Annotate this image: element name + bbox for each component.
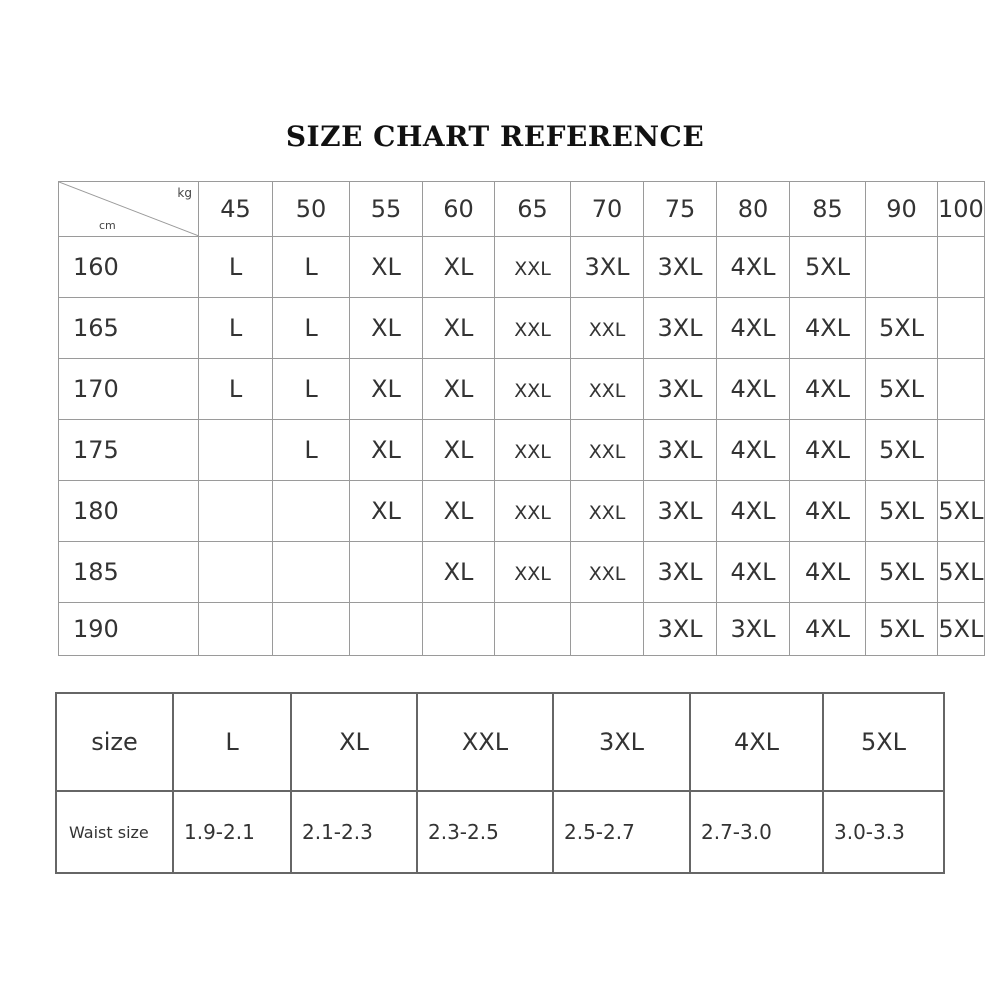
weight-header-cell: 75	[644, 182, 717, 237]
height-label: 175	[59, 420, 199, 481]
size-cell: XXL	[417, 693, 553, 791]
size-cell: 3XL	[644, 359, 717, 420]
size-cell: XL	[350, 359, 423, 420]
size-cell: 3XL	[644, 420, 717, 481]
size-cell: 4XL	[790, 420, 866, 481]
size-cell: 5XL	[938, 542, 985, 603]
size-cell: L	[199, 237, 273, 298]
waist-cell: 1.9-2.1	[173, 791, 291, 873]
size-cell: 5XL	[866, 481, 938, 542]
size-cell: XL	[423, 298, 495, 359]
size-cell	[199, 420, 273, 481]
height-label: 160	[59, 237, 199, 298]
size-cell	[495, 542, 571, 603]
size-value: XXL	[514, 502, 551, 524]
cm-label: cm	[99, 219, 116, 232]
weight-header-cell: 70	[571, 182, 644, 237]
size-cell	[495, 420, 571, 481]
height-label: 170	[59, 359, 199, 420]
waist-cell: 2.1-2.3	[291, 791, 417, 873]
size-cell: 3XL	[644, 542, 717, 603]
size-cell: 3XL	[553, 693, 690, 791]
height-row	[59, 237, 985, 298]
waist-cell: 2.7-3.0	[690, 791, 823, 873]
size-cell	[571, 420, 644, 481]
page-title: SIZE CHART REFERENCE	[285, 120, 705, 153]
size-cell: 5XL	[823, 693, 944, 791]
size-value: XXL	[514, 441, 551, 463]
weight-header-cell: 90	[866, 182, 938, 237]
size-cell: 4XL	[790, 542, 866, 603]
size-cell: XL	[350, 298, 423, 359]
size-cell	[495, 237, 571, 298]
size-cell: 5XL	[866, 359, 938, 420]
size-cell: 3XL	[644, 298, 717, 359]
size-cell: XL	[350, 481, 423, 542]
size-cell	[495, 603, 571, 656]
weight-header-cell: 45	[199, 182, 273, 237]
size-cell: 3XL	[644, 481, 717, 542]
waist-cell: 3.0-3.3	[823, 791, 944, 873]
size-value: XXL	[588, 319, 626, 341]
height-row	[59, 542, 985, 603]
size-cell: XL	[350, 237, 423, 298]
size-cell: 5XL	[866, 420, 938, 481]
size-value: XXL	[588, 502, 626, 524]
waist-size-label: Waist size	[56, 791, 173, 873]
size-cell	[495, 481, 571, 542]
size-cell	[571, 542, 644, 603]
size-cell: 5XL	[938, 603, 985, 656]
size-cell: 4XL	[790, 359, 866, 420]
size-cell: XL	[423, 542, 495, 603]
size-cell: L	[273, 298, 350, 359]
height-row	[59, 298, 985, 359]
size-cell: 4XL	[717, 481, 790, 542]
size-cell	[938, 237, 985, 298]
size-cell: 5XL	[866, 298, 938, 359]
height-label: 165	[59, 298, 199, 359]
size-value: XXL	[514, 319, 551, 341]
size-value: XXL	[588, 441, 626, 463]
weight-header-cell: 65	[495, 182, 571, 237]
size-cell: 5XL	[790, 237, 866, 298]
size-value: XXL	[588, 380, 626, 402]
size-cell: 4XL	[717, 237, 790, 298]
waist-cell: 2.3-2.5	[417, 791, 553, 873]
size-cell	[938, 359, 985, 420]
size-cell	[350, 603, 423, 656]
size-cell: XL	[350, 420, 423, 481]
size-cell: 5XL	[938, 481, 985, 542]
corner-cell	[59, 182, 199, 237]
size-cell	[273, 481, 350, 542]
size-cell: 4XL	[790, 603, 866, 656]
waist-value-row	[56, 791, 944, 873]
size-cell: 4XL	[717, 359, 790, 420]
size-cell: 4XL	[690, 693, 823, 791]
size-cell: 4XL	[717, 420, 790, 481]
waist-size-row	[56, 693, 944, 791]
size-cell: 3XL	[644, 237, 717, 298]
waist-cell: 2.5-2.7	[553, 791, 690, 873]
size-cell: L	[273, 359, 350, 420]
size-cell: 5XL	[866, 603, 938, 656]
size-cell: 4XL	[717, 298, 790, 359]
size-cell: 4XL	[717, 542, 790, 603]
height-row	[59, 481, 985, 542]
weight-header-cell: 80	[717, 182, 790, 237]
size-cell: XL	[423, 359, 495, 420]
size-cell	[571, 298, 644, 359]
size-chart-table	[58, 181, 985, 656]
height-row	[59, 603, 985, 656]
weight-header-cell: 60	[423, 182, 495, 237]
size-cell	[350, 542, 423, 603]
waist-size-table	[55, 692, 945, 874]
size-cell	[571, 481, 644, 542]
size-cell: L	[199, 359, 273, 420]
size-cell	[199, 542, 273, 603]
weight-header-cell: 50	[273, 182, 350, 237]
height-label: 185	[59, 542, 199, 603]
size-cell: 3XL	[717, 603, 790, 656]
size-cell	[495, 359, 571, 420]
size-cell	[199, 603, 273, 656]
height-label: 190	[59, 603, 199, 656]
size-cell: 4XL	[790, 298, 866, 359]
size-cell: L	[273, 237, 350, 298]
size-label: size	[56, 693, 173, 791]
size-cell	[571, 359, 644, 420]
height-label: 180	[59, 481, 199, 542]
size-cell: 5XL	[866, 542, 938, 603]
size-cell	[199, 481, 273, 542]
size-value: XXL	[514, 563, 551, 585]
size-cell	[273, 542, 350, 603]
size-cell: XL	[423, 420, 495, 481]
weight-header-cell: 55	[350, 182, 423, 237]
size-value: XXL	[588, 563, 626, 585]
weight-header-row	[59, 182, 985, 237]
size-cell: XL	[423, 481, 495, 542]
size-cell	[571, 603, 644, 656]
size-cell	[273, 603, 350, 656]
size-cell: XL	[291, 693, 417, 791]
size-cell	[938, 420, 985, 481]
weight-header-cell: 100	[938, 182, 985, 237]
size-cell: 3XL	[644, 603, 717, 656]
size-cell	[938, 298, 985, 359]
size-cell	[495, 298, 571, 359]
size-cell: 4XL	[790, 481, 866, 542]
weight-header-cell: 85	[790, 182, 866, 237]
height-row	[59, 420, 985, 481]
size-cell: L	[173, 693, 291, 791]
size-value: XXL	[514, 380, 551, 402]
size-cell: L	[273, 420, 350, 481]
height-row	[59, 359, 985, 420]
size-cell: L	[199, 298, 273, 359]
size-cell	[423, 603, 495, 656]
size-cell: 3XL	[571, 237, 644, 298]
size-cell	[866, 237, 938, 298]
size-value: XXL	[514, 258, 551, 280]
size-cell: XL	[423, 237, 495, 298]
kg-label: kg	[177, 186, 192, 200]
